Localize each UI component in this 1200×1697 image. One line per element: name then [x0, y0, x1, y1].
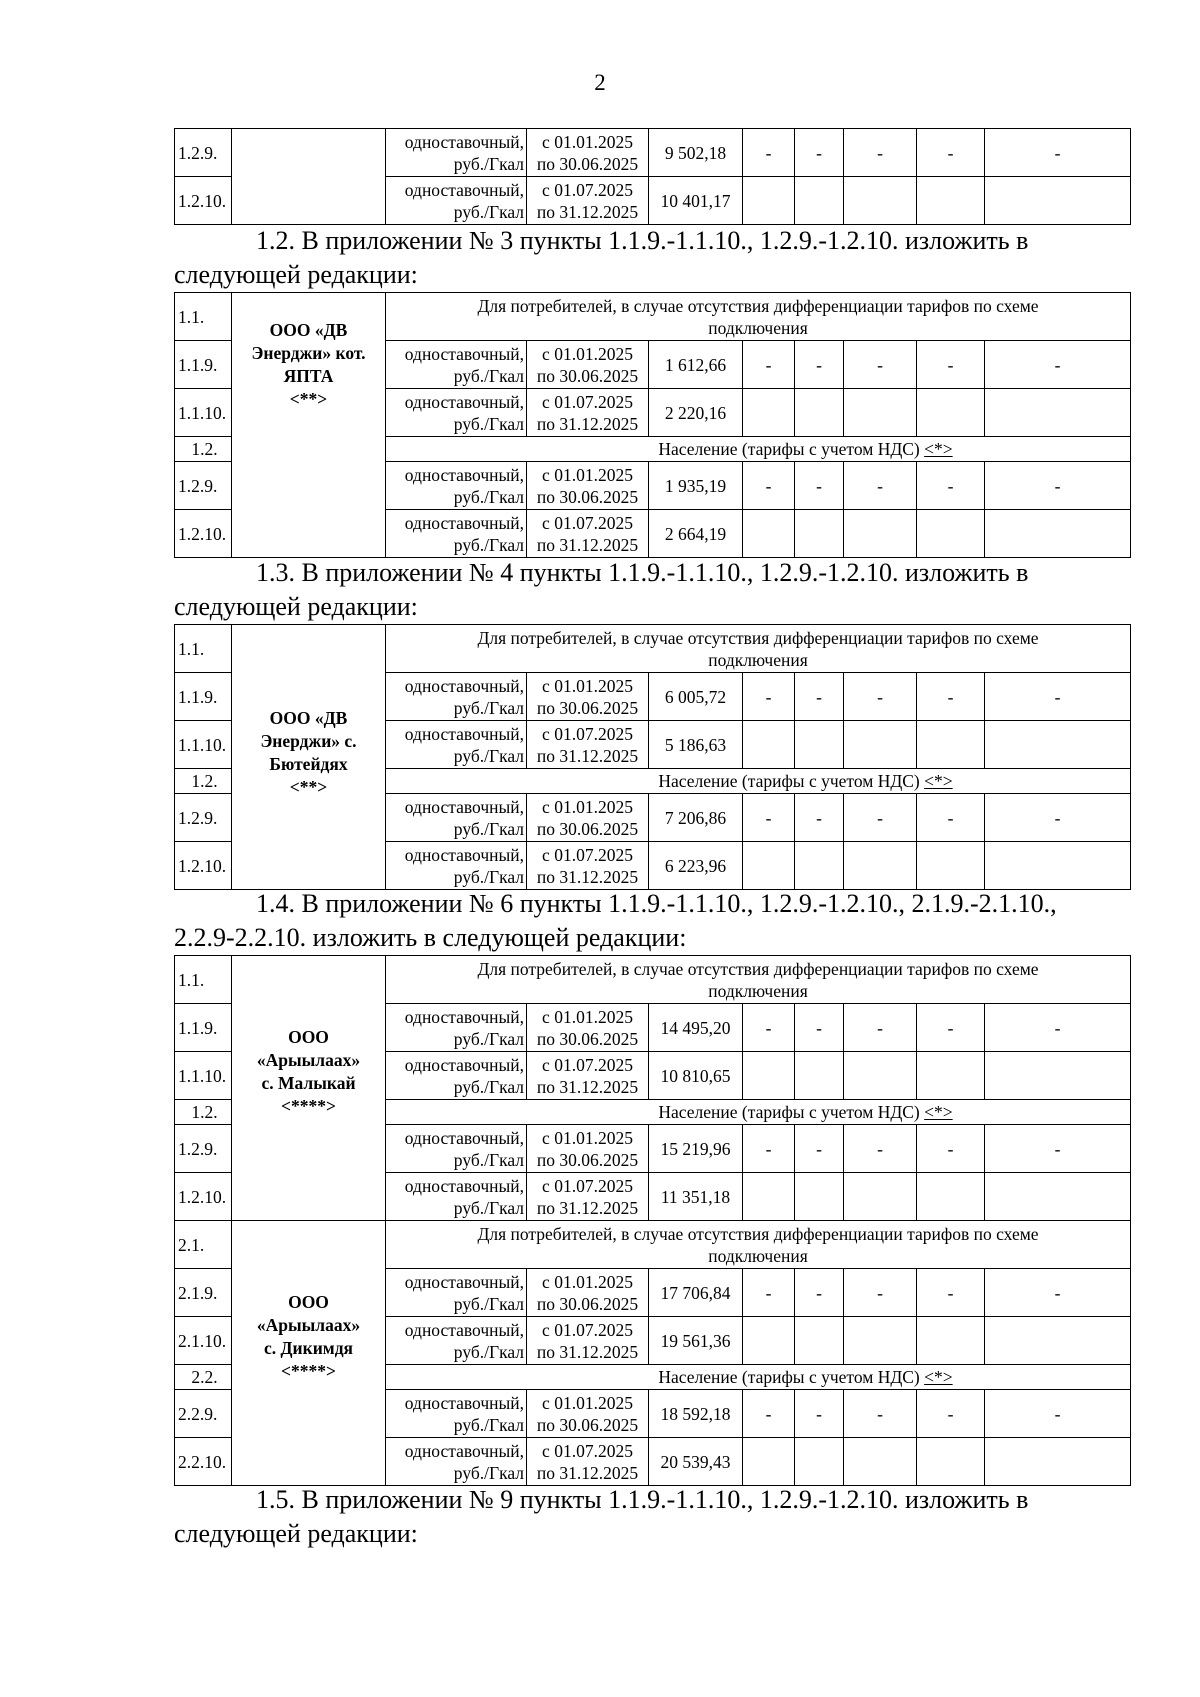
- tariff-type-cell: одноставочный, руб./Гкал: [386, 1173, 527, 1221]
- paragraph-1-3: 1.3. В приложении № 4 пункты 1.1.9.-1.1.10., 1.2.9.-1.2.10. изложить в следующей редакции:: [174, 558, 1029, 621]
- tariff-type-cell: одноставочный, руб./Гкал: [386, 1438, 527, 1486]
- period-cell: с 01.01.2025 по 30.06.2025: [527, 673, 649, 721]
- tariff-type-cell: одноставочный, руб./Гкал: [386, 341, 527, 389]
- dash-cell: -: [985, 462, 1131, 510]
- dash-cell: -: [795, 341, 844, 389]
- dash-cell: -: [917, 794, 985, 842]
- period-cell: с 01.01.2025 по 30.06.2025: [527, 462, 649, 510]
- row-number: 2.2.9.: [175, 1390, 232, 1438]
- tariff-type-cell: одноставочный, руб./Гкал: [386, 1004, 527, 1052]
- row-number: 1.2.10.: [175, 510, 232, 558]
- tariff-value: 10 401,17: [649, 177, 743, 225]
- consumers-note: Для потребителей, в случае отсутствия дифференциации тарифов по схеме подключения: [386, 625, 1131, 673]
- dash-cell: -: [743, 341, 795, 389]
- dash-cell: -: [985, 129, 1131, 177]
- row-number: 2.2.10.: [175, 1438, 232, 1486]
- tariff-type-cell: одноставочный, руб./Гкал: [386, 462, 527, 510]
- row-number: 1.2.: [175, 769, 232, 794]
- tariff-value: 11 351,18: [649, 1173, 743, 1221]
- dash-cell: -: [743, 129, 795, 177]
- period-cell: с 01.07.2025 по 31.12.2025: [527, 1173, 649, 1221]
- dash-cell: -: [743, 1125, 795, 1173]
- org-cell: [232, 129, 386, 225]
- paragraph-1-5: 1.5. В приложении № 9 пункты 1.1.9.-1.1.10., 1.2.9.-1.2.10. изложить в следующей редакции:: [174, 1485, 1029, 1548]
- row-number: 1.2.9.: [175, 1125, 232, 1173]
- row-number: 1.1.10.: [175, 721, 232, 769]
- tariff-type-cell: одноставочный, руб./Гкал: [386, 1052, 527, 1100]
- org-name: ООО «ДВ Энерджи» с. Бютейдях <**>: [232, 625, 386, 890]
- dash-cell: -: [985, 794, 1131, 842]
- row-number: 1.1.: [175, 293, 232, 341]
- tariff-value: 2 220,16: [649, 389, 743, 437]
- row-number: 1.2.9.: [175, 462, 232, 510]
- tariff-value: 18 592,18: [649, 1390, 743, 1438]
- dash-cell: -: [917, 341, 985, 389]
- dash-cell: -: [917, 1004, 985, 1052]
- tariff-type-cell: одноставочный, руб./Гкал: [386, 1390, 527, 1438]
- period-cell: с 01.01.2025 по 30.06.2025: [527, 1269, 649, 1317]
- period-cell: с 01.01.2025 по 30.06.2025: [527, 1004, 649, 1052]
- dash-cell: -: [743, 1390, 795, 1438]
- tariff-table-appendix-6: [174, 955, 1131, 1486]
- dash-cell: -: [985, 673, 1131, 721]
- dash-cell: -: [985, 341, 1131, 389]
- period-cell: с 01.01.2025 по 30.06.2025: [527, 341, 649, 389]
- dash-cell: -: [795, 794, 844, 842]
- row-number: 1.2.10.: [175, 842, 232, 890]
- population-note: Население (тарифы с учетом НДС) <*>: [386, 769, 1131, 794]
- page-number: 2: [594, 70, 606, 95]
- dash-cell: -: [985, 1125, 1131, 1173]
- tariff-table-appendix-3: [174, 292, 1131, 558]
- row-number: 1.2.: [175, 437, 232, 462]
- row-number: 2.1.: [175, 1221, 232, 1269]
- dash-cell: -: [844, 1004, 917, 1052]
- dash-cell: -: [917, 1269, 985, 1317]
- dash-cell: -: [917, 462, 985, 510]
- dash-cell: -: [985, 1269, 1131, 1317]
- footnote-link[interactable]: <*>: [924, 771, 953, 791]
- row-number: 1.1.10.: [175, 389, 232, 437]
- dash-cell: -: [844, 1125, 917, 1173]
- period-cell: с 01.01.2025 по 30.06.2025: [527, 129, 649, 177]
- row-number: 2.1.10.: [175, 1317, 232, 1365]
- period-cell: с 01.07.2025 по 31.12.2025: [527, 1052, 649, 1100]
- tariff-type-cell: одноставочный, руб./Гкал: [386, 1317, 527, 1365]
- dash-cell: -: [917, 1125, 985, 1173]
- table-row: [175, 1221, 1131, 1269]
- dash-cell: -: [917, 129, 985, 177]
- row-number: 2.1.9.: [175, 1269, 232, 1317]
- tariff-value: 19 561,36: [649, 1317, 743, 1365]
- tariff-value: 9 502,18: [649, 129, 743, 177]
- row-number: 1.1.9.: [175, 341, 232, 389]
- dash-cell: -: [795, 1004, 844, 1052]
- org-name: ООО «Арыылаах» с. Дикимдя <****>: [232, 1221, 386, 1486]
- dash-cell: -: [743, 673, 795, 721]
- tariff-value: 20 539,43: [649, 1438, 743, 1486]
- dash-cell: -: [743, 794, 795, 842]
- tariff-type-cell: одноставочный, руб./Гкал: [386, 1269, 527, 1317]
- table-row: [175, 293, 1131, 341]
- period-cell: с 01.07.2025 по 31.12.2025: [527, 842, 649, 890]
- dash-cell: -: [985, 1390, 1131, 1438]
- footnote-link[interactable]: <*>: [924, 439, 953, 459]
- paragraph-1-4: 1.4. В приложении № 6 пункты 1.1.9.-1.1.10., 1.2.9.-1.2.10., 2.1.9.-2.1.10., 2.2.9-2.2.10. изложить в следующей редакции:: [174, 889, 1057, 952]
- dash-cell: -: [844, 673, 917, 721]
- footnote-link[interactable]: <*>: [924, 1102, 953, 1122]
- dash-cell: -: [844, 341, 917, 389]
- dash-cell: -: [795, 1390, 844, 1438]
- paragraph-1-2: 1.2. В приложении № 3 пункты 1.1.9.-1.1.10., 1.2.9.-1.2.10. изложить в следующей редакции:: [174, 226, 1029, 289]
- period-cell: с 01.07.2025 по 31.12.2025: [527, 177, 649, 225]
- tariff-value: 14 495,20: [649, 1004, 743, 1052]
- tariff-value: 6 005,72: [649, 673, 743, 721]
- row-number: 1.2.10.: [175, 177, 232, 225]
- period-cell: с 01.07.2025 по 31.12.2025: [527, 510, 649, 558]
- dash-cell: -: [743, 1004, 795, 1052]
- row-number: 1.2.9.: [175, 794, 232, 842]
- population-note: Население (тарифы с учетом НДС) <*>: [386, 1365, 1131, 1390]
- period-cell: с 01.01.2025 по 30.06.2025: [527, 1125, 649, 1173]
- tariff-value: 6 223,96: [649, 842, 743, 890]
- row-number: 1.1.10.: [175, 1052, 232, 1100]
- population-note: Население (тарифы с учетом НДС) <*>: [386, 437, 1131, 462]
- dash-cell: -: [844, 1390, 917, 1438]
- period-cell: с 01.07.2025 по 31.12.2025: [527, 721, 649, 769]
- dash-cell: -: [844, 129, 917, 177]
- dash-cell: -: [795, 673, 844, 721]
- footnote-link[interactable]: <*>: [924, 1367, 953, 1387]
- dash-cell: -: [985, 1004, 1131, 1052]
- tariff-type-cell: одноставочный, руб./Гкал: [386, 510, 527, 558]
- tariff-type-cell: одноставочный, руб./Гкал: [386, 1125, 527, 1173]
- population-note: Население (тарифы с учетом НДС) <*>: [386, 1100, 1131, 1125]
- tariff-table-continuation: [174, 128, 1131, 225]
- org-name: ООО «ДВ Энерджи» кот. ЯПТА <**>: [232, 293, 386, 558]
- tariff-type-cell: одноставочный, руб./Гкал: [386, 673, 527, 721]
- table-row: [175, 129, 1131, 177]
- consumers-note: Для потребителей, в случае отсутствия дифференциации тарифов по схеме подключения: [386, 293, 1131, 341]
- row-number: 1.2.: [175, 1100, 232, 1125]
- dash-cell: -: [844, 1269, 917, 1317]
- row-number: 1.1.9.: [175, 1004, 232, 1052]
- tariff-type-cell: одноставочный, руб./Гкал: [386, 389, 527, 437]
- table-row: [175, 956, 1131, 1004]
- period-cell: с 01.01.2025 по 30.06.2025: [527, 1390, 649, 1438]
- dash-cell: -: [795, 1125, 844, 1173]
- consumers-note: Для потребителей, в случае отсутствия дифференциации тарифов по схеме подключения: [386, 1221, 1131, 1269]
- row-number: 1.1.9.: [175, 673, 232, 721]
- dash-cell: -: [743, 1269, 795, 1317]
- tariff-value: 17 706,84: [649, 1269, 743, 1317]
- row-number: 1.1.: [175, 625, 232, 673]
- tariff-type-cell: одноставочный, руб./Гкал: [386, 177, 527, 225]
- dash-cell: -: [844, 462, 917, 510]
- tariff-type-cell: одноставочный, руб./Гкал: [386, 842, 527, 890]
- tariff-value: 5 186,63: [649, 721, 743, 769]
- row-number: 1.1.: [175, 956, 232, 1004]
- dash-cell: -: [917, 673, 985, 721]
- consumers-note: Для потребителей, в случае отсутствия дифференциации тарифов по схеме подключения: [386, 956, 1131, 1004]
- period-cell: с 01.07.2025 по 31.12.2025: [527, 389, 649, 437]
- period-cell: с 01.01.2025 по 30.06.2025: [527, 794, 649, 842]
- tariff-value: 15 219,96: [649, 1125, 743, 1173]
- dash-cell: -: [743, 462, 795, 510]
- tariff-value: 7 206,86: [649, 794, 743, 842]
- tariff-type-cell: одноставочный, руб./Гкал: [386, 794, 527, 842]
- tariff-table-appendix-4: [174, 624, 1131, 890]
- tariff-value: 1 935,19: [649, 462, 743, 510]
- period-cell: с 01.07.2025 по 31.12.2025: [527, 1438, 649, 1486]
- period-cell: с 01.07.2025 по 31.12.2025: [527, 1317, 649, 1365]
- table-row: [175, 625, 1131, 673]
- tariff-value: 10 810,65: [649, 1052, 743, 1100]
- row-number: 2.2.: [175, 1365, 232, 1390]
- tariff-value: 2 664,19: [649, 510, 743, 558]
- dash-cell: -: [844, 794, 917, 842]
- dash-cell: -: [795, 462, 844, 510]
- tariff-type-cell: одноставочный, руб./Гкал: [386, 129, 527, 177]
- row-number: 1.2.9.: [175, 129, 232, 177]
- dash-cell: -: [917, 1390, 985, 1438]
- org-name: ООО «Арыылаах» с. Малыкай <****>: [232, 956, 386, 1221]
- dash-cell: -: [795, 129, 844, 177]
- row-number: 1.2.10.: [175, 1173, 232, 1221]
- dash-cell: -: [795, 1269, 844, 1317]
- tariff-value: 1 612,66: [649, 341, 743, 389]
- tariff-type-cell: одноставочный, руб./Гкал: [386, 721, 527, 769]
